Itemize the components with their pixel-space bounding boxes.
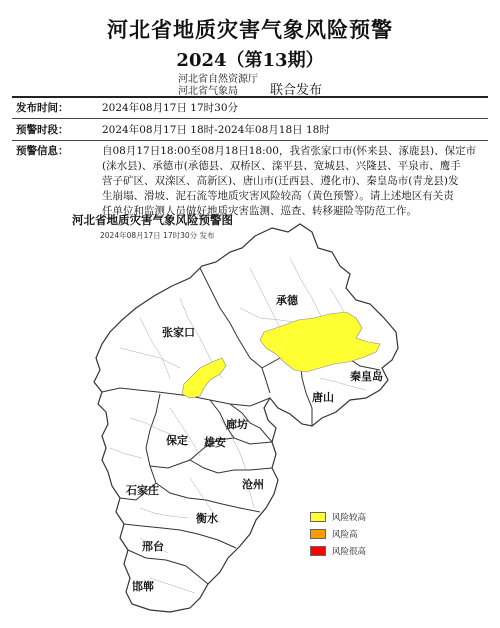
city-label-cangzhou: 沧州 bbox=[242, 478, 264, 491]
city-label-xiongan: 雄安 bbox=[204, 436, 226, 449]
city-label-langfang: 廊坊 bbox=[226, 418, 248, 431]
city-label-baoding: 保定 bbox=[166, 434, 188, 447]
city-label-hengshui: 衡水 bbox=[196, 512, 218, 525]
city-label-xingtai: 邢台 bbox=[142, 540, 164, 553]
warning-info-text: 自08月17日18:00至08月18日18:00，我省张家口市(怀来县、涿鹿县)、保定市 (涞水县)、承德市(承德县、双桥区、滦平县、宽城县、兴隆县、平泉市、鹰手 营子矿区、双滦区、高新区)、唐山市(迁西县、遵化市)、秦皇岛市(青龙县)发 生崩塌、滑坡、泥石流等地质灾害风险较高（黄色预警）。请上述地区有关责 任单位和监测人员做好地质灾害监测、巡查、转移避险等防范工作。 bbox=[102, 145, 477, 217]
legend-swatch-red bbox=[310, 546, 326, 556]
divider bbox=[12, 140, 488, 141]
city-label-chengde: 承德 bbox=[276, 294, 298, 307]
issuer-natural-resources: 河北省自然资源厅 bbox=[178, 74, 258, 85]
release-time-value: 2024年08月17日 17时30分 bbox=[102, 102, 239, 114]
issuer-meteorology: 河北省气象局 bbox=[178, 86, 238, 97]
hebei-map bbox=[50, 208, 490, 620]
joint-release-label: 联合发布 bbox=[270, 83, 323, 98]
map-subtitle: 2024年08月17日 17时30分 发布 bbox=[100, 231, 215, 240]
page-title: 河北省地质灾害气象风险预警 bbox=[107, 17, 393, 42]
warning-period-label: 预警时段： bbox=[16, 124, 69, 136]
legend-swatch-orange bbox=[310, 529, 326, 539]
issuers bbox=[178, 74, 258, 98]
city-label-shijiazhuang: 石家庄 bbox=[126, 484, 159, 497]
release-time-label: 发布时间： bbox=[16, 102, 69, 114]
city-label-tangshan: 唐山 bbox=[312, 391, 334, 404]
city-label-qinhuangdao: 秦皇岛 bbox=[350, 370, 383, 383]
map-title: 河北省地质灾害气象风险预警图 bbox=[72, 213, 233, 227]
warning-map: 承德 张家口 秦皇岛 唐山 廊坊 保定 雄安 沧州 石家庄 衡水 邢台 邯郸 河北省地质灾害气象风险预警图 2024年08月17日 17时30分 发布 风险较高 风险高 风险很高 bbox=[50, 208, 490, 620]
city-label-zhangjiakou: 张家口 bbox=[162, 326, 195, 339]
issue-number: 2024（第13期） bbox=[176, 50, 324, 71]
legend-swatch-yellow bbox=[310, 512, 326, 522]
city-label-handan: 邯郸 bbox=[132, 580, 154, 593]
warning-period-value: 2024年08月17日 18时-2024年08月18日 18时 bbox=[102, 124, 330, 136]
warning-info-label: 预警信息： bbox=[16, 145, 69, 157]
divider bbox=[12, 118, 488, 119]
header-divider bbox=[12, 96, 488, 98]
